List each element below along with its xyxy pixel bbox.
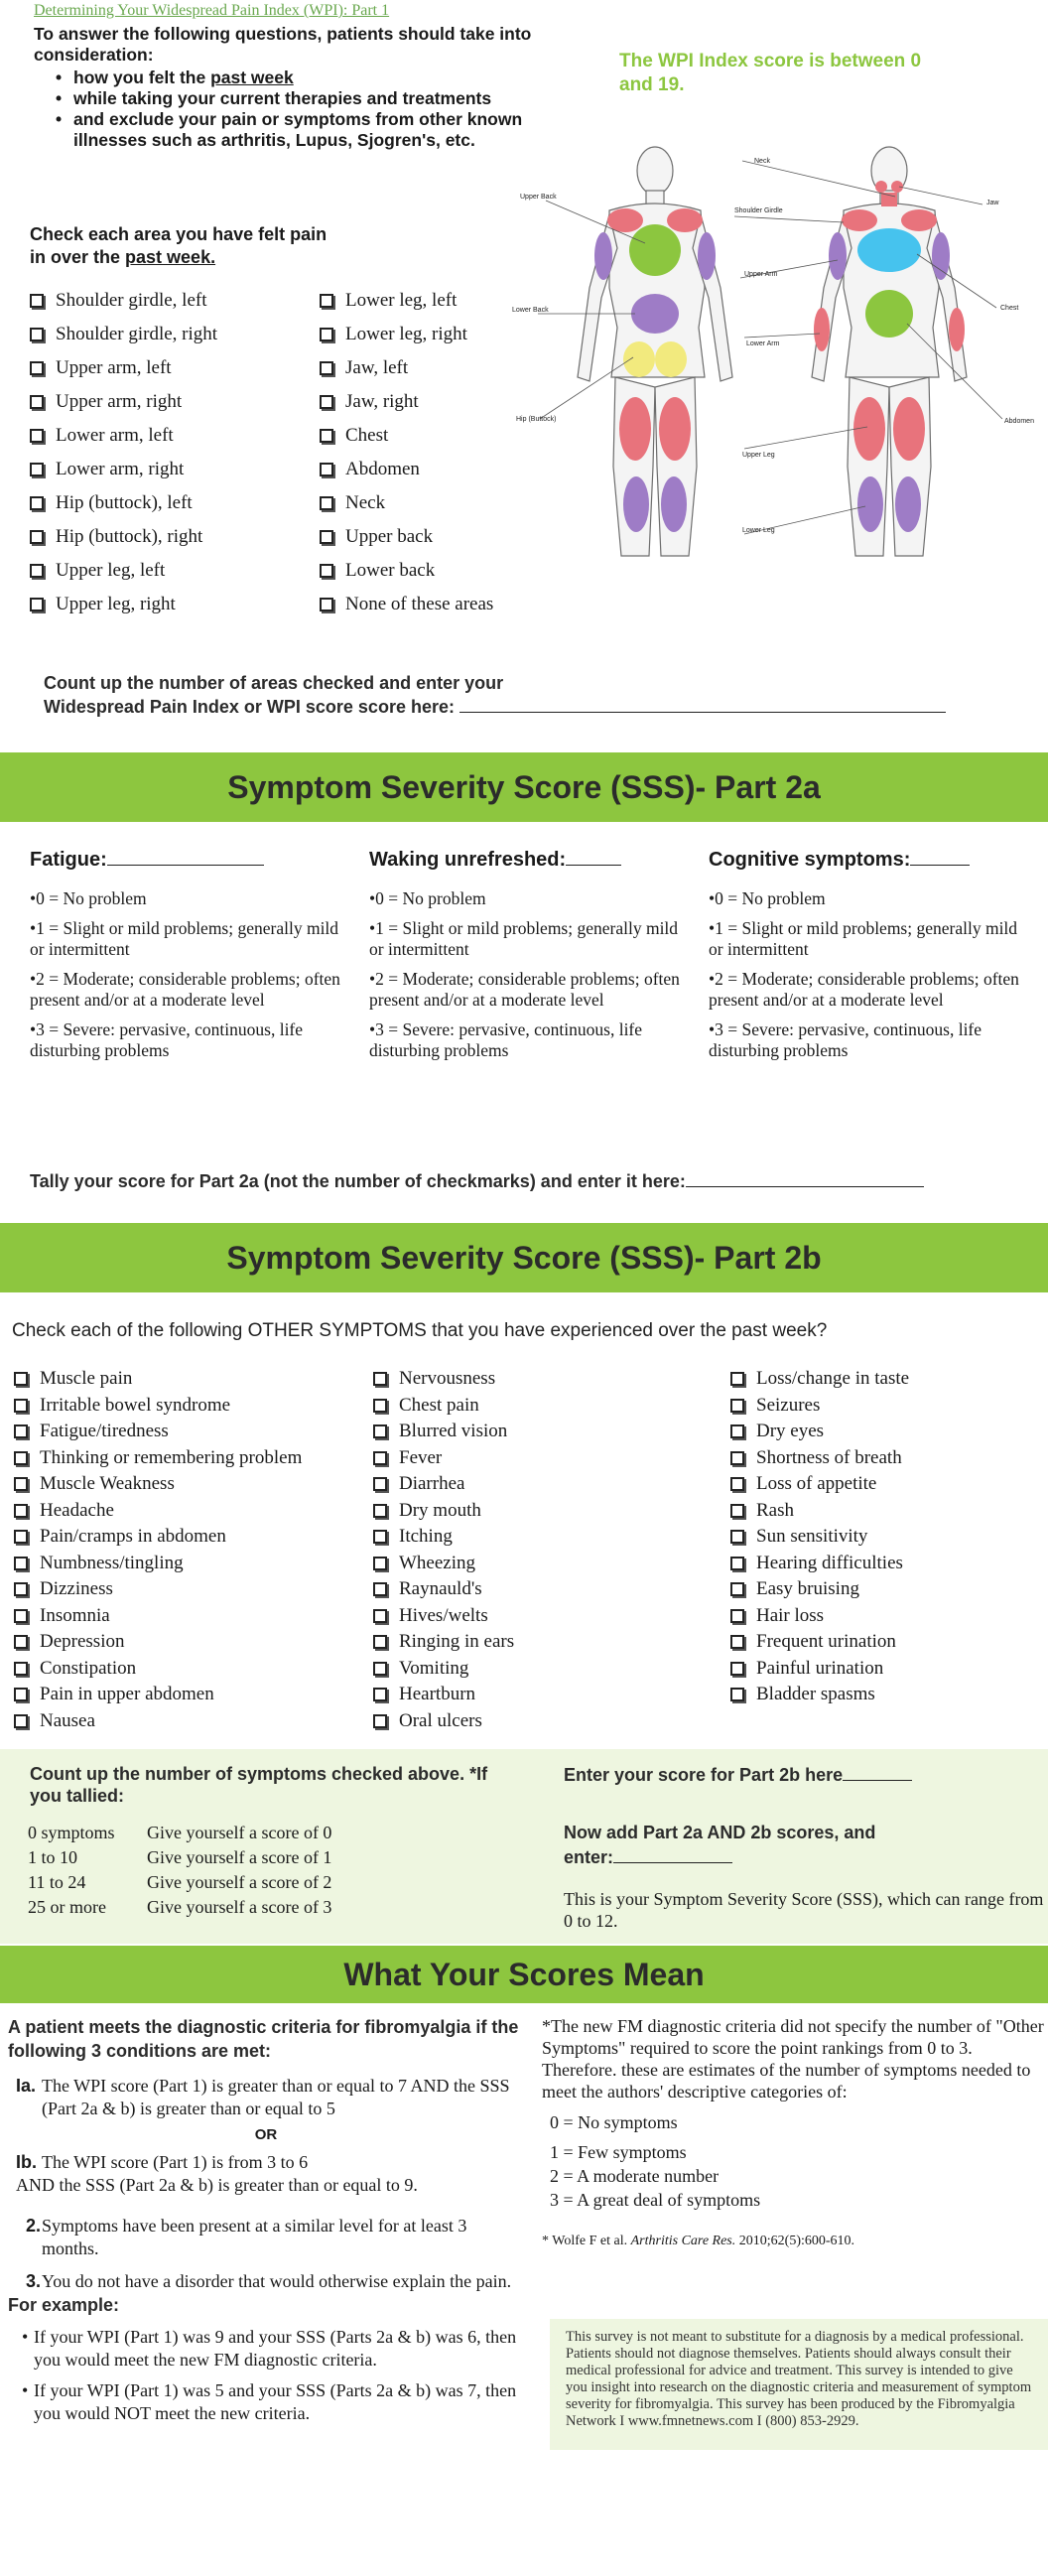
symptom-checkbox[interactable]: Ringing in ears <box>373 1629 514 1656</box>
notes-column <box>542 2015 1044 2249</box>
label-lower-back: Lower Back <box>512 307 549 314</box>
part2b-score-field[interactable] <box>843 1780 912 1781</box>
area-checkbox[interactable]: Lower arm, left <box>30 419 217 453</box>
cognitive-column: Cognitive symptoms: • 0 = No problem • 1 = Slight or mild problems; generally mild or intermittent • 2 = Moderate; considerable problems; often present and/or at a moderate level • 3 = Severe: pervasive, continuous, life disturbing problems <box>709 850 1032 1070</box>
symptom-checkbox[interactable]: Nervousness <box>373 1366 514 1393</box>
region-chest <box>857 228 921 272</box>
score-row: 1 to 10 Give yourself a score of 1 <box>28 1847 332 1867</box>
region-lower-arm-right <box>949 308 965 351</box>
symptom-checkbox[interactable]: Itching <box>373 1524 514 1551</box>
consideration-item: • and exclude your pain or symptoms from other known illnesses such as arthritis, Lupus, Sjogren's, etc. <box>56 109 523 150</box>
symptom-checkbox[interactable]: Dizziness <box>14 1576 302 1603</box>
areas-column-1 <box>30 284 217 621</box>
label-lower-arm: Lower Arm <box>746 340 780 347</box>
region-lower-arm-left <box>814 308 830 351</box>
region-upper-leg-right-back <box>659 397 691 461</box>
area-checkbox[interactable]: Upper arm, right <box>30 385 217 419</box>
wpi-range-note: The WPI Index score is between 0 and 19. <box>619 51 922 95</box>
part2a-title-bar <box>0 752 1048 822</box>
region-shoulder-right-back <box>667 208 703 232</box>
area-checkbox[interactable]: Hip (buttock), right <box>30 520 217 554</box>
area-checkbox[interactable]: Lower arm, right <box>30 453 217 486</box>
body-figure-front <box>812 147 967 556</box>
area-checkbox[interactable]: Jaw, left <box>320 351 493 385</box>
score-row: 11 to 24 Give yourself a score of 2 <box>28 1872 332 1892</box>
label-shoulder: Shoulder Girdle <box>734 207 783 214</box>
label-abdomen: Abdomen <box>1004 418 1034 425</box>
region-jaw-right <box>891 181 903 193</box>
example-heading: For example: <box>8 2295 120 2315</box>
area-checkbox[interactable]: Upper back <box>320 520 493 554</box>
symptom-checkbox[interactable]: Muscle Weakness <box>14 1471 302 1498</box>
part1-intro <box>34 24 570 151</box>
symptom-checkbox[interactable]: Chest pain <box>373 1393 514 1420</box>
symptom-checkbox[interactable]: Numbness/tingling <box>14 1551 302 1577</box>
part2a-title: Symptom Severity Score (SSS)- Part 2a <box>227 768 821 805</box>
criteria-lead: A patient meets the diagnostic criteria for fibromyalgia if the following 3 conditions are met: <box>8 2017 519 2061</box>
symptom-checkbox[interactable]: Frequent urination <box>730 1629 909 1656</box>
part2b-enter-score: Enter your score for Part 2b here <box>564 1765 912 1786</box>
region-lower-leg-right-back <box>661 476 687 532</box>
label-upper-arm: Upper Arm <box>744 271 778 278</box>
criterion-2: 2. Symptoms have been present at a similar level for at least 3 months. <box>26 2216 467 2258</box>
label-chest: Chest <box>1000 305 1019 312</box>
symptom-checkbox[interactable]: Headache <box>14 1498 302 1525</box>
region-neck <box>881 193 897 206</box>
area-checkbox[interactable]: Upper leg, left <box>30 554 217 588</box>
symptom-checkbox[interactable]: Constipation <box>14 1656 302 1683</box>
label-neck: Neck <box>754 158 770 165</box>
symptom-checkbox[interactable]: Diarrhea <box>373 1471 514 1498</box>
symptom-checkbox[interactable]: Easy bruising <box>730 1576 909 1603</box>
symptom-checkbox[interactable]: Pain in upper abdomen <box>14 1682 302 1708</box>
area-checkbox[interactable]: Upper leg, right <box>30 588 217 621</box>
region-upper-arm-left-front <box>829 232 847 280</box>
area-checkbox[interactable]: Upper arm, left <box>30 351 217 385</box>
part2a-tally-field[interactable] <box>686 1186 924 1187</box>
region-upper-leg-right-front <box>893 397 925 461</box>
region-abdomen <box>865 290 913 338</box>
symptom-checkbox[interactable]: Rash <box>730 1498 909 1525</box>
area-checkbox[interactable]: Shoulder girdle, right <box>30 318 217 351</box>
symptom-checkbox[interactable]: Depression <box>14 1629 302 1656</box>
symptom-checkbox[interactable]: Raynauld's <box>373 1576 514 1603</box>
fatigue-column: Fatigue: • 0 = No problem • 1 = Slight or mild problems; generally mild or intermittent • 2 = Moderate; considerable problems; often present and/or at a moderate level • 3 = Severe: pervasive, continuous, life disturbing problems <box>30 850 347 1070</box>
symptom-checkbox[interactable]: Fatigue/tiredness <box>14 1419 302 1445</box>
intro-text: To answer the following questions, patients should take into consideration: <box>34 24 532 65</box>
symptom-checkbox[interactable]: Nausea <box>14 1708 302 1735</box>
symptom-checkbox[interactable]: Loss/change in taste <box>730 1366 909 1393</box>
part1-section <box>0 0 1048 717</box>
symptom-checkbox[interactable]: Hair loss <box>730 1603 909 1630</box>
region-upper-arm-right-front <box>932 232 950 280</box>
example-item: • If your WPI (Part 1) was 9 and your SSS (Parts 2a & b) was 6, then you would meet the new FM diagnostic criteria. <box>22 2327 517 2370</box>
region-shoulder-right-front <box>901 209 937 231</box>
region-shoulder-left-back <box>607 208 643 232</box>
label-lower-leg: Lower Leg <box>742 527 775 534</box>
body-figure-back <box>578 147 732 556</box>
citation: * Wolfe F et al. Arthritis Care Res. 2010;62(5):600-610. <box>542 2234 855 2248</box>
fatigue-score-field[interactable] <box>107 865 264 866</box>
area-checkbox[interactable]: Hip (buttock), left <box>30 486 217 520</box>
wpi-score-entry: Count up the number of areas checked and enter your Widespread Pain Index or WPI score score here: <box>44 671 946 719</box>
symptom-checkbox[interactable]: Thinking or remembering problem <box>14 1445 302 1472</box>
area-checkbox[interactable]: Lower leg, right <box>320 318 493 351</box>
region-lower-leg-left-back <box>623 476 649 532</box>
scores-meaning-title: What Your Scores Mean <box>343 1956 705 1992</box>
symptom-checkbox[interactable]: Muscle pain <box>14 1366 302 1393</box>
area-checkbox[interactable]: None of these areas <box>320 588 493 621</box>
label-upper-back: Upper Back <box>520 194 557 201</box>
region-upper-arm-right-back <box>698 232 716 280</box>
symptom-checkbox[interactable]: Irritable bowel syndrome <box>14 1393 302 1420</box>
score-row: 25 or more Give yourself a score of 3 <box>28 1897 332 1917</box>
symptom-count-title: Count up the number of symptoms checked above. *If you tallied: <box>30 1764 488 1806</box>
area-checkbox[interactable]: Jaw, right <box>320 385 493 419</box>
symptoms-column-2 <box>373 1366 514 1734</box>
consideration-item: • while taking your current therapies and treatments <box>56 88 492 108</box>
area-checkbox[interactable]: Abdomen <box>320 453 493 486</box>
cognitive-score-field[interactable] <box>910 865 970 866</box>
disclaimer-text: This survey is not meant to substitute for a diagnosis by a medical professional. Patients should not diagnose themselves. Patients should always consult their medical professional for advice and treatment. This survey is intended to give you insight into research on the diagnostic criteria and measurement of symptom severity for fibromyalgia. This survey has been produced by the Fibromyalgia Network I www.fmnetnews.com I (800) 853-2929. <box>566 2329 1032 2429</box>
check-areas-instructions: Check each area you have felt pain in over the past week. <box>30 224 328 267</box>
example-item: • If your WPI (Part 1) was 5 and your SSS (Parts 2a & b) was 7, then you would NOT meet the new criteria. <box>22 2380 517 2423</box>
part2b-score-box <box>0 1749 1048 1944</box>
symptom-checkbox[interactable]: Fever <box>373 1445 514 1472</box>
consideration-item: • how you felt the past week <box>56 68 294 87</box>
area-checkbox[interactable]: Shoulder girdle, left <box>30 284 217 318</box>
wpi-score-field[interactable] <box>459 712 946 713</box>
symptom-checkbox[interactable]: Bladder spasms <box>730 1682 909 1708</box>
categories-list: 0 = No symptoms 1 = Few symptoms 2 = A moderate number 3 = A great deal of symptoms <box>550 2112 761 2210</box>
symptom-checkbox[interactable]: Vomiting <box>373 1656 514 1683</box>
area-checkbox[interactable]: Lower back <box>320 554 493 588</box>
symptom-checkbox[interactable]: Dry mouth <box>373 1498 514 1525</box>
area-checkbox[interactable]: Neck <box>320 486 493 520</box>
or-separator: OR <box>254 2126 278 2143</box>
part2b-title-bar <box>0 1223 1048 1292</box>
region-upper-leg-left-back <box>619 397 651 461</box>
symptoms-column-3 <box>730 1366 909 1708</box>
symptom-checkbox[interactable]: Hearing difficulties <box>730 1551 909 1577</box>
region-lower-leg-left-front <box>857 476 883 532</box>
add-scores-instruction: Now add Part 2a AND 2b scores, and enter: <box>564 1823 876 1867</box>
label-hip: Hip (Buttock) <box>516 416 557 423</box>
region-upper-arm-left-back <box>594 232 612 280</box>
region-hip-right <box>655 341 687 377</box>
symptom-checkbox[interactable]: Oral ulcers <box>373 1708 514 1735</box>
symptom-checkbox[interactable]: Seizures <box>730 1393 909 1420</box>
part2b-intro: Check each of the following OTHER SYMPTOMS that you have experienced over the past week? <box>12 1320 828 1341</box>
criterion-1b: Ib. The WPI score (Part 1) is from 3 to 6 AND the SSS (Part 2a & b) is greater than or equal to 9. <box>16 2152 418 2195</box>
waking-score-field[interactable] <box>566 865 621 866</box>
symptom-score-table <box>28 1821 331 1920</box>
criterion-3: 3. You do not have a disorder that would otherwise explain the pain. <box>26 2271 512 2291</box>
scores-meaning-title-bar <box>0 1946 1048 2003</box>
symptom-checkbox[interactable]: Painful urination <box>730 1656 909 1683</box>
body-pain-diagram <box>506 139 1042 576</box>
region-upper-back <box>629 224 681 276</box>
area-checkbox[interactable]: Chest <box>320 419 493 453</box>
part2a-tally: Tally your score for Part 2a (not the number of checkmarks) and enter it here: <box>30 1171 924 1192</box>
symptom-checkbox[interactable]: Hives/welts <box>373 1603 514 1630</box>
symptom-checkbox[interactable]: Sun sensitivity <box>730 1524 909 1551</box>
disclaimer-box <box>550 2319 1048 2450</box>
symptom-checkbox[interactable]: Heartburn <box>373 1682 514 1708</box>
waking-column: Waking unrefreshed: • 0 = No problem • 1 = Slight or mild problems; generally mild or intermittent • 2 = Moderate; considerable problems; often present and/or at a moderate level • 3 = Severe: pervasive, continuous, life disturbing problems <box>369 850 687 1070</box>
criteria-note: *The new FM diagnostic criteria did not specify the number of "Other Symptoms" required to score the point rankings from 0 to 3. Therefore. these are estimates of the number of symptoms needed to meet the authors' descriptive categories of: <box>542 2016 1044 2101</box>
symptoms-column-1 <box>14 1366 302 1734</box>
region-lower-back <box>631 294 679 334</box>
symptom-checkbox[interactable]: Wheezing <box>373 1551 514 1577</box>
symptom-checkbox[interactable]: Dry eyes <box>730 1419 909 1445</box>
sss-range-note: This is your Symptom Severity Score (SSS), which can range from 0 to 12. <box>564 1889 1044 1931</box>
area-checkbox[interactable]: Lower leg, left <box>320 284 493 318</box>
region-jaw-left <box>875 181 887 193</box>
region-hip-left <box>623 341 655 377</box>
areas-column-2 <box>320 284 493 621</box>
symptom-checkbox[interactable]: Loss of appetite <box>730 1471 909 1498</box>
symptom-checkbox[interactable]: Blurred vision <box>373 1419 514 1445</box>
symptom-checkbox[interactable]: Pain/cramps in abdomen <box>14 1524 302 1551</box>
label-upper-leg: Upper Leg <box>742 452 775 459</box>
region-lower-leg-right-front <box>895 476 921 532</box>
label-jaw: Jaw <box>986 200 999 206</box>
criterion-1a: Ia. The WPI score (Part 1) is greater than or equal to 7 AND the SSS (Part 2a & b) is greater than or equal to 5 <box>16 2076 510 2118</box>
score-row: 0 symptoms Give yourself a score of 0 <box>28 1823 332 1842</box>
symptom-checkbox[interactable]: Shortness of breath <box>730 1445 909 1472</box>
region-shoulder-left-front <box>842 209 877 231</box>
symptom-checkbox[interactable]: Insomnia <box>14 1603 302 1630</box>
part1-heading: Determining Your Widespread Pain Index (WPI): Part 1 <box>34 2 390 19</box>
examples-list <box>8 2326 524 2425</box>
total-sss-field[interactable] <box>613 1862 732 1863</box>
criteria-column <box>8 2015 524 2425</box>
part2b-title: Symptom Severity Score (SSS)- Part 2b <box>226 1239 822 1276</box>
